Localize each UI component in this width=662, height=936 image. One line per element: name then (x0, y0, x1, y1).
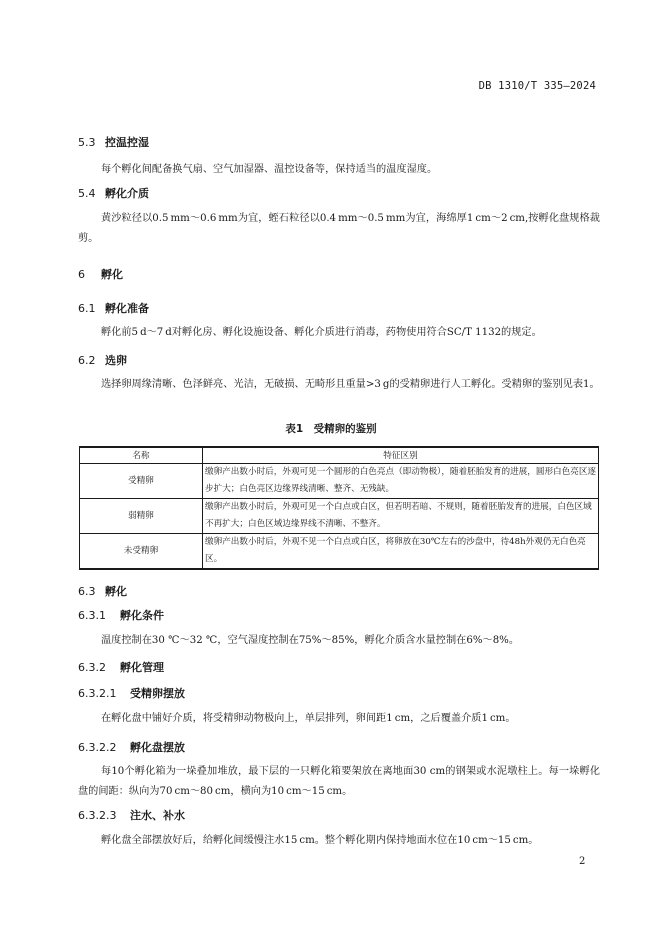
section-title: 选卵 (105, 354, 127, 367)
section-number: 6.1 (78, 302, 96, 315)
section-number: 6.3.1 (78, 609, 106, 622)
section-title: 受精卵摆放 (130, 687, 185, 700)
section-5-4-heading (78, 185, 149, 201)
section-5-3-body: 每个孵化间配备换气扇、空气加湿器、温控设备等，保持适当的温度湿度。 (101, 164, 438, 175)
section-6-3-2-2-body: 每10个孵化箱为一垛叠加堆放，最下层的一只孵化箱要架放在离地面30 cm的钢架或水泥墩柱上。每一垛孵化盘的间距：纵向为70 cm～80 cm，横向为10 cm～15 cm。 (78, 766, 600, 797)
section-number: 5.3 (78, 136, 96, 149)
section-number: 6 (78, 268, 85, 281)
section-title: 控温控湿 (105, 136, 149, 149)
section-6-1-heading (78, 300, 149, 316)
section-6-3-2-3-body: 孵化盘全部摆放好后，给孵化间缓慢注水15 cm。整个孵化期内保持地面水位在10 cm～15 cm。 (101, 835, 539, 846)
table-row (80, 534, 599, 570)
row-name: 受精卵 (80, 464, 203, 499)
section-6-2-body: 选择卵周缘清晰、色泽鲜亮、光洁，无破损、无畸形且重量>3 g的受精卵进行人工孵化。受精卵的鉴别见表1。 (101, 379, 600, 390)
row-name: 未受精卵 (80, 534, 203, 570)
section-6-2-heading (78, 352, 127, 368)
table-1-caption: 表1 受精卵的鉴别 (285, 423, 377, 435)
section-title: 孵化盘摆放 (130, 741, 185, 754)
section-number: 6.3.2.2 (78, 741, 117, 754)
table-row (80, 499, 599, 534)
document-id-header: DB 1310/T 335—2024 (478, 80, 596, 92)
row-feature: 缴卵产出数小时后，外观可见一个圆形的白色亮点（即动物极），随着胚胎发育的进展，圆形白色亮区逐步扩大；白色亮区边缘界线清晰、整齐、无残缺。 (203, 464, 599, 499)
section-title: 孵化条件 (120, 609, 164, 622)
section-6-3-heading (78, 583, 127, 599)
section-title: 孵化 (101, 268, 123, 281)
section-title: 孵化管理 (120, 661, 164, 674)
header-name: 名称 (80, 447, 203, 464)
section-6-1-body: 孵化前5 d～7 d对孵化房、孵化设施设备、孵化介质进行消毒，药物使用符合SC/T 1132的规定。 (101, 327, 542, 338)
section-title: 注水、补水 (130, 809, 185, 822)
section-title: 孵化准备 (105, 302, 149, 315)
row-feature: 缴卵产出数小时后，外观不见一个白点或白区，将卵放在30℃左右的沙盘中，待48h外观仍无白色亮区。 (203, 534, 599, 570)
section-title: 孵化 (105, 585, 127, 598)
section-number: 6.3.2.1 (78, 687, 117, 700)
header-feature: 特征区别 (203, 447, 599, 464)
section-6-3-1-body: 温度控制在30 ℃～32 ℃，空气湿度控制在75%～85%，孵化介质含水量控制在6%～8%。 (101, 635, 520, 646)
section-number: 6.3.2.3 (78, 809, 117, 822)
section-number: 6.2 (78, 354, 96, 367)
page-number: 2 (579, 856, 586, 867)
row-feature: 缴卵产出数小时后，外观可见一个白点或白区，但若明若暗、不规则，随着胚胎发育的进展，白色区域不再扩大；白色区域边缘界线不清晰、不整齐。 (203, 499, 599, 534)
section-number: 5.4 (78, 187, 96, 200)
section-6-3-2-heading (78, 659, 164, 675)
section-number: 6.3.2 (78, 661, 106, 674)
section-6-heading (78, 266, 123, 282)
section-5-4-body: 黄沙粒径以0.5 mm～0.6 mm为宜，蛭石粒径以0.4 mm～0.5 mm为宜，海绵厚1 cm～2 cm,按孵化盘规格裁剪。 (78, 213, 600, 244)
table-header-row (80, 447, 599, 464)
section-6-3-2-1-heading (78, 685, 185, 701)
section-6-3-1-heading (78, 607, 164, 623)
section-number: 6.3 (78, 585, 96, 598)
row-name: 弱精卵 (80, 499, 203, 534)
egg-identification-table (79, 446, 599, 570)
section-title: 孵化介质 (105, 187, 149, 200)
section-6-3-2-3-heading (78, 807, 185, 823)
section-6-3-2-1-body: 在孵化盘中铺好介质，将受精卵动物极向上，单层排列，卵间距1 cm，之后覆盖介质1 cm。 (101, 713, 516, 724)
section-6-3-2-2-heading (78, 739, 185, 755)
table-row (80, 464, 599, 499)
section-5-3-heading (78, 134, 149, 150)
